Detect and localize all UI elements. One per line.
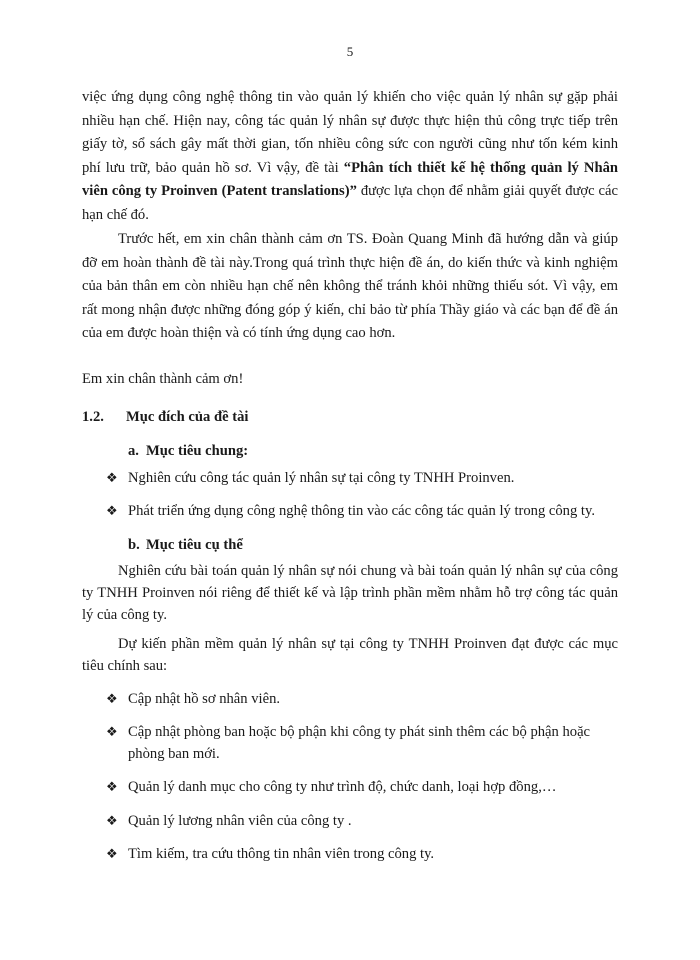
list-item-text: Cập nhật phòng ban hoặc bộ phận khi công ty phát sinh thêm các bộ phận hoặc [128, 724, 591, 740]
thanks-line: Em xin chân thành cảm ơn! [82, 371, 244, 387]
subheading-title: Mục tiêu chung: [146, 443, 249, 459]
subheading-letter: a. [128, 443, 139, 459]
bullet-diamond-icon: ❖ [106, 470, 118, 485]
list-item-text: Quản lý danh mục cho công ty như trình độ, chức danh, loại hợp đồng,… [128, 779, 557, 795]
page-number: 5 [346, 44, 354, 59]
list-item-text: Tìm kiếm, tra cứu thông tin nhân viên trong công ty. [128, 846, 435, 862]
section-number: 1.2. [82, 409, 104, 425]
list-item [106, 688, 618, 710]
list-item [106, 467, 618, 489]
intro-paragraph [82, 86, 618, 227]
list-item [106, 776, 618, 798]
list-item [106, 810, 618, 832]
project-title: “Phân tích thiết kế hệ thống quản lý Nhân viên công ty Proinven (Patent translations)” [82, 159, 618, 199]
list-item-text: Cập nhật hồ sơ nhân viên. [128, 691, 281, 707]
intro-text-after: được lựa chọn để nhằm giải quyết được các hạn chế đó. [82, 183, 618, 223]
list-item [106, 843, 618, 865]
subheading-title: Mục tiêu cụ thể [146, 537, 243, 553]
intro-text-before: việc ứng dụng công nghệ thông tin vào quản lý khiến cho việc quản lý nhân sự gặp phải nhiều hạn chế. Hiện nay, công tác quản lý nhân sự được thực hiện thủ công trực tiếp trên giấy tờ, sổ sách gây mất thời gian, tốn nhiều công sức con người cũng như tốn kém kinh phí lưu trữ, bảo quản hồ sơ. Vì vậy, đề tài [82, 89, 618, 176]
expected-paragraph: Dự kiến phần mềm quản lý nhân sự tại công ty TNHH Proinven đạt được các mục tiêu chính sau: [82, 636, 618, 674]
bullet-diamond-icon: ❖ [106, 846, 118, 861]
list-item-text: Quản lý lương nhân viên của công ty . [128, 813, 352, 829]
subheading-general-goals [128, 443, 248, 460]
list-item-text: Phát triển ứng dụng công nghệ thông tin vào các công tác quản lý trong công ty. [128, 503, 595, 519]
bullet-diamond-icon: ❖ [106, 503, 118, 518]
bullet-diamond-icon: ❖ [106, 691, 118, 706]
subheading-specific-goals [128, 537, 243, 554]
bullet-diamond-icon: ❖ [106, 724, 118, 739]
list-item-text-continued: phòng ban mới. [128, 746, 220, 762]
bullet-diamond-icon: ❖ [106, 779, 118, 794]
section-title: Mục đích của đề tài [126, 409, 249, 425]
section-heading [82, 409, 248, 426]
list-item-text: Nghiên cứu công tác quản lý nhân sự tại công ty TNHH Proinven. [128, 470, 515, 486]
research-paragraph: Nghiên cứu bài toán quản lý nhân sự nói chung và bài toán quản lý nhân sự của công ty TNHH Proinven nói riêng để thiết kế và lập trình phần mềm nhằm hỗ trợ công tác quản lý của công ty. [82, 563, 618, 623]
list-item [106, 721, 618, 765]
bullet-diamond-icon: ❖ [106, 813, 118, 828]
subheading-letter: b. [128, 537, 140, 553]
list-item [106, 500, 618, 522]
acknowledgement-paragraph: Trước hết, em xin chân thành cảm ơn TS. Đoàn Quang Minh đã hướng dẫn và giúp đỡ em hoàn thành đề tài này.Trong quá trình thực hiện đề án, do kiến thức và kinh nghiệm của bản thân em còn nhiều hạn chế nên không thể tránh khỏi những thiếu sót. Vì vậy, em rất mong nhận được những đóng góp ý kiến, chỉ bảo từ phía Thầy giáo và các bạn để đề án của em được hoàn thiện và có tính ứng dụng cao hơn. [82, 231, 618, 341]
